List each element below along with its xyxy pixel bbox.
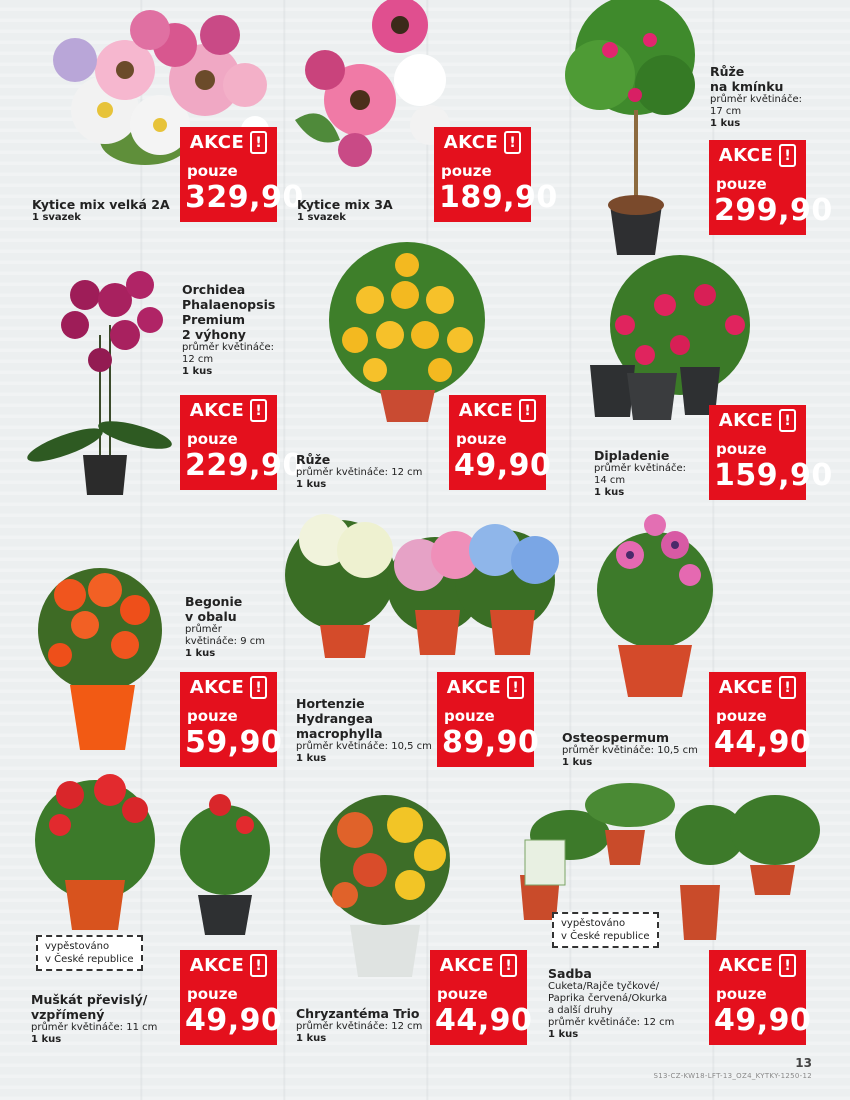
product-detail: průměr — [185, 624, 222, 635]
akce-label: AKCE — [443, 132, 499, 153]
akce-badge — [430, 950, 527, 981]
pouze-label: pouze — [187, 430, 238, 448]
product-title-line2: na kmínku — [710, 79, 784, 94]
product-chryzantema — [296, 1006, 422, 1045]
product-detail: průměr květináče: — [594, 463, 687, 474]
akce-badge — [180, 672, 277, 703]
product-title: Hortenzie — [296, 696, 365, 711]
akce-label: AKCE — [718, 145, 774, 166]
product-detail: 1 kus — [548, 1029, 579, 1040]
akce-label: AKCE — [439, 955, 495, 976]
exclamation-icon: ! — [250, 954, 267, 977]
grown-in-cz-stamp — [36, 935, 143, 971]
pouze-label: pouze — [187, 707, 238, 725]
product-detail: 1 kus — [594, 487, 625, 498]
price: 44,90 — [435, 1003, 533, 1038]
standard-rose-image — [540, 0, 700, 260]
product-begonie — [185, 594, 265, 660]
product-title-line2: Phalaenopsis — [182, 297, 276, 312]
price: 44,90 — [714, 725, 812, 760]
akce-label: AKCE — [446, 677, 502, 698]
akce-badge — [709, 672, 806, 703]
product-detail: průměr květináče: — [182, 342, 275, 353]
price-box — [180, 158, 304, 222]
price: 189,90 — [439, 180, 558, 215]
dipladenia-image — [585, 255, 770, 420]
product-dipladenie — [594, 448, 686, 499]
akce-badge — [180, 950, 277, 981]
price-box — [430, 981, 533, 1045]
product-detail: Cuketa/Rajče tyčkové/ — [548, 981, 660, 992]
akce-label: AKCE — [189, 677, 245, 698]
exclamation-icon: ! — [779, 409, 796, 432]
stamp-line: vypěstováno — [561, 918, 626, 929]
pouze-label: pouze — [716, 175, 767, 193]
product-title: Orchidea — [182, 282, 246, 297]
price-box — [709, 981, 812, 1045]
product-title: Růže — [296, 452, 331, 467]
pouze-label: pouze — [716, 707, 767, 725]
price-box — [709, 171, 833, 235]
price: 49,90 — [185, 1003, 283, 1038]
akce-badge — [449, 395, 546, 426]
pouze-label: pouze — [444, 707, 495, 725]
product-detail: 1 kus — [182, 366, 213, 377]
pouze-label: pouze — [437, 985, 488, 1003]
exclamation-icon: ! — [779, 676, 796, 699]
pouze-label: pouze — [716, 440, 767, 458]
hydrangea-image — [270, 510, 580, 660]
product-osteospermum — [562, 730, 698, 769]
akce-label: AKCE — [718, 955, 774, 976]
stamp-line: vypěstováno — [45, 941, 110, 952]
akce-badge — [434, 127, 531, 158]
page-number: 13 — [795, 1056, 812, 1070]
product-detail: a další druhy — [548, 1005, 613, 1016]
product-sadba — [548, 966, 674, 1041]
product-detail: průměr květináče: 11 cm — [31, 1022, 158, 1033]
begonia-image — [30, 565, 170, 755]
stamp-line: v České republice — [561, 931, 650, 942]
product-detail: 14 cm — [594, 475, 626, 486]
exclamation-icon: ! — [779, 954, 796, 977]
price: 329,90 — [185, 180, 304, 215]
product-detail: květináče: 9 cm — [185, 636, 266, 647]
product-title: Osteospermum — [562, 730, 670, 745]
product-detail: 1 kus — [185, 648, 216, 659]
product-title-line2: vzpřímený — [31, 1007, 105, 1022]
product-detail: 1 kus — [562, 757, 593, 768]
product-title-line4: 2 výhony — [182, 327, 246, 342]
akce-label: AKCE — [718, 677, 774, 698]
product-title: Kytice mix velká 2A — [32, 197, 170, 212]
bouquet-image — [285, 0, 435, 175]
orchid-image — [15, 265, 180, 500]
product-kytice-3a — [297, 197, 393, 224]
exclamation-icon: ! — [504, 131, 521, 154]
price: 49,90 — [714, 1003, 812, 1038]
geranium-image — [30, 770, 270, 940]
price-box — [180, 981, 283, 1045]
price-box — [180, 703, 283, 767]
product-detail: 1 svazek — [32, 212, 81, 223]
stamp-line: v České republice — [45, 954, 134, 965]
akce-badge — [709, 950, 806, 981]
akce-label: AKCE — [189, 132, 245, 153]
product-detail: 1 svazek — [297, 212, 346, 223]
product-detail: průměr květináče: 12 cm — [296, 467, 423, 478]
product-detail: 1 kus — [296, 1033, 327, 1044]
product-title: Kytice mix 3A — [297, 197, 393, 212]
product-detail: průměr květináče: 12 cm — [296, 1021, 423, 1032]
product-detail: průměr květináče: — [710, 94, 803, 105]
product-detail: 17 cm — [710, 106, 742, 117]
akce-label: AKCE — [189, 400, 245, 421]
product-title-line3: Premium — [182, 312, 246, 327]
pouze-label: pouze — [456, 430, 507, 448]
exclamation-icon: ! — [507, 676, 524, 699]
product-ruze — [296, 452, 422, 491]
product-title: Begonie — [185, 594, 243, 609]
product-muskat — [31, 992, 157, 1046]
akce-label: AKCE — [718, 410, 774, 431]
product-orchidea — [182, 282, 275, 378]
price-box — [434, 158, 558, 222]
product-title: Dipladenie — [594, 448, 670, 463]
exclamation-icon: ! — [519, 399, 536, 422]
pouze-label: pouze — [187, 985, 238, 1003]
price-box — [437, 703, 540, 767]
product-detail: průměr květináče: 12 cm — [548, 1017, 675, 1028]
akce-badge — [709, 405, 806, 436]
akce-label: AKCE — [189, 955, 245, 976]
akce-badge — [437, 672, 534, 703]
price: 49,90 — [454, 448, 552, 483]
product-kytice-2a — [32, 197, 170, 224]
akce-badge — [180, 127, 277, 158]
akce-badge — [709, 140, 806, 171]
product-title: Sadba — [548, 966, 592, 981]
pouze-label: pouze — [187, 162, 238, 180]
price: 59,90 — [185, 725, 283, 760]
osteospermum-image — [590, 515, 720, 700]
product-title: Růže — [710, 64, 745, 79]
exclamation-icon: ! — [250, 131, 267, 154]
product-title-line3: macrophylla — [296, 726, 383, 741]
pouze-label: pouze — [441, 162, 492, 180]
product-detail: 1 kus — [710, 118, 741, 129]
exclamation-icon: ! — [250, 676, 267, 699]
price-box — [709, 703, 812, 767]
price: 299,90 — [714, 193, 833, 228]
product-detail: 12 cm — [182, 354, 214, 365]
price: 229,90 — [185, 448, 304, 483]
product-title: Muškát převislý/ — [31, 992, 148, 1007]
product-detail: 1 kus — [31, 1034, 62, 1045]
pouze-label: pouze — [716, 985, 767, 1003]
product-detail: průměr květináče: 10,5 cm — [562, 745, 698, 756]
exclamation-icon: ! — [779, 144, 796, 167]
product-detail: 1 kus — [296, 479, 327, 490]
product-title-line2: v obalu — [185, 609, 237, 624]
product-title: Chryzantéma Trio — [296, 1006, 420, 1021]
exclamation-icon: ! — [250, 399, 267, 422]
price: 89,90 — [442, 725, 540, 760]
product-detail: průměr květináče: 10,5 cm — [296, 741, 432, 752]
akce-label: AKCE — [458, 400, 514, 421]
price-box — [709, 436, 833, 500]
product-title-line2: Hydrangea — [296, 711, 373, 726]
price-box — [180, 426, 304, 490]
document-code: S13-CZ-KW18-LFT-13_OZ4_KYTKY-1250-12 — [653, 1072, 812, 1080]
akce-badge — [180, 395, 277, 426]
grown-in-cz-stamp — [552, 912, 659, 948]
product-detail: Paprika červená/Okurka — [548, 993, 668, 1004]
exclamation-icon: ! — [500, 954, 517, 977]
price-box — [449, 426, 552, 490]
product-detail: 1 kus — [296, 753, 327, 764]
price: 159,90 — [714, 458, 833, 493]
product-hortenzie — [296, 696, 432, 765]
product-ruze-na-kminku — [710, 64, 802, 130]
